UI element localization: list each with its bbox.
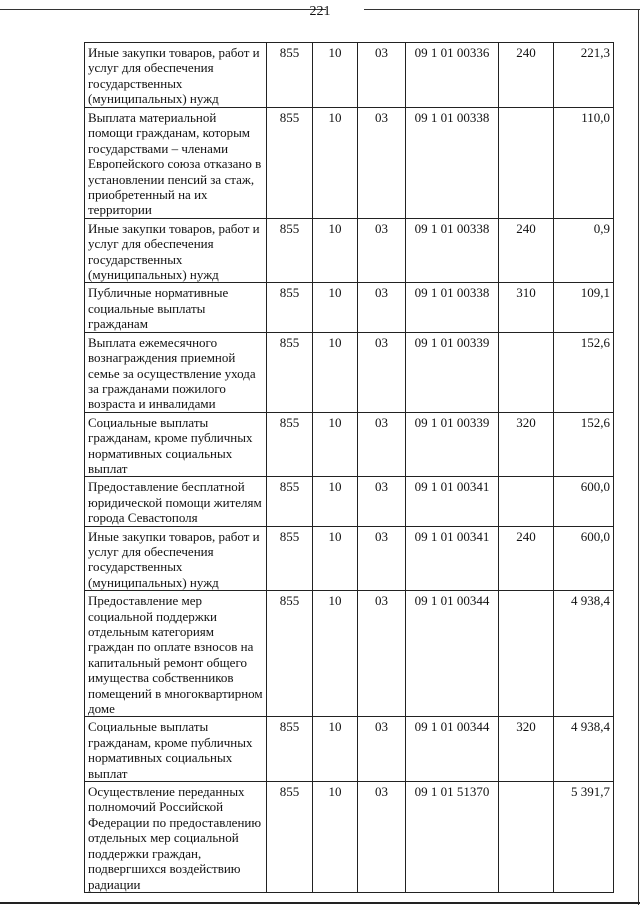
row-name: Социальные выплаты гражданам, кроме публичных нормативных социальных выплат	[85, 717, 267, 782]
expense-type	[499, 591, 554, 717]
table-row	[85, 108, 614, 219]
amount: 5 391,7	[554, 782, 614, 893]
row-name: Иные закупки товаров, работ и услуг для обеспечения государственных (муниципальных) нужд	[85, 526, 267, 591]
table-row	[85, 782, 614, 893]
subsection-code: 03	[358, 283, 406, 332]
table-row	[85, 283, 614, 332]
table-row	[85, 332, 614, 412]
section-code: 10	[313, 591, 358, 717]
subsection-code: 03	[358, 782, 406, 893]
amount: 152,6	[554, 332, 614, 412]
subsection-code: 03	[358, 412, 406, 477]
row-name: Осуществление переданных полномочий Российской Федерации по предоставлению отдельных мер социальной поддержки граждан, подвергшихся воздействию радиации	[85, 782, 267, 893]
expense-type	[499, 108, 554, 219]
amount: 4 938,4	[554, 591, 614, 717]
section-code: 10	[313, 782, 358, 893]
section-code: 10	[313, 412, 358, 477]
budget-table	[84, 42, 614, 893]
row-name: Предоставление мер социальной поддержки отдельным категориям граждан по оплате взносов на капитальный ремонт общего имущества собственников помещений в многоквартирном доме	[85, 591, 267, 717]
subsection-code: 03	[358, 526, 406, 591]
expense-type	[499, 477, 554, 526]
subsection-code: 03	[358, 717, 406, 782]
ministry-code: 855	[267, 332, 313, 412]
row-name: Выплата ежемесячного вознаграждения приемной семье за осуществление ухода за гражданами пожилого возраста и инвалидами	[85, 332, 267, 412]
row-name: Иные закупки товаров, работ и услуг для обеспечения государственных (муниципальных) нужд	[85, 218, 267, 283]
target-article: 09 1 01 00336	[406, 43, 499, 108]
table-row	[85, 591, 614, 717]
amount: 221,3	[554, 43, 614, 108]
ministry-code: 855	[267, 218, 313, 283]
table-row	[85, 477, 614, 526]
ministry-code: 855	[267, 591, 313, 717]
ministry-code: 855	[267, 108, 313, 219]
row-name: Социальные выплаты гражданам, кроме публичных нормативных социальных выплат	[85, 412, 267, 477]
subsection-code: 03	[358, 591, 406, 717]
expense-type: 240	[499, 218, 554, 283]
target-article: 09 1 01 51370	[406, 782, 499, 893]
target-article: 09 1 01 00338	[406, 108, 499, 219]
target-article: 09 1 01 00338	[406, 283, 499, 332]
expense-type: 240	[499, 526, 554, 591]
page-frame-bottom	[0, 902, 640, 904]
subsection-code: 03	[358, 43, 406, 108]
target-article: 09 1 01 00344	[406, 717, 499, 782]
section-code: 10	[313, 43, 358, 108]
amount: 152,6	[554, 412, 614, 477]
table-row	[85, 43, 614, 108]
amount: 110,0	[554, 108, 614, 219]
expense-type	[499, 782, 554, 893]
section-code: 10	[313, 218, 358, 283]
row-name: Предоставление бесплатной юридической помощи жителям города Севастополя	[85, 477, 267, 526]
table-row	[85, 412, 614, 477]
page-frame-right	[638, 9, 639, 905]
table-row	[85, 526, 614, 591]
target-article: 09 1 01 00338	[406, 218, 499, 283]
ministry-code: 855	[267, 782, 313, 893]
table-row	[85, 218, 614, 283]
section-code: 10	[313, 108, 358, 219]
section-code: 10	[313, 526, 358, 591]
section-code: 10	[313, 332, 358, 412]
target-article: 09 1 01 00339	[406, 412, 499, 477]
subsection-code: 03	[358, 108, 406, 219]
target-article: 09 1 01 00341	[406, 526, 499, 591]
ministry-code: 855	[267, 717, 313, 782]
ministry-code: 855	[267, 526, 313, 591]
subsection-code: 03	[358, 477, 406, 526]
amount: 600,0	[554, 477, 614, 526]
expense-type: 310	[499, 283, 554, 332]
section-code: 10	[313, 283, 358, 332]
ministry-code: 855	[267, 43, 313, 108]
target-article: 09 1 01 00339	[406, 332, 499, 412]
ministry-code: 855	[267, 477, 313, 526]
row-name: Иные закупки товаров, работ и услуг для обеспечения государственных (муниципальных) нужд	[85, 43, 267, 108]
section-code: 10	[313, 717, 358, 782]
expense-type: 320	[499, 717, 554, 782]
amount: 0,9	[554, 218, 614, 283]
subsection-code: 03	[358, 332, 406, 412]
target-article: 09 1 01 00341	[406, 477, 499, 526]
ministry-code: 855	[267, 412, 313, 477]
table-row	[85, 717, 614, 782]
section-code: 10	[313, 477, 358, 526]
amount: 109,1	[554, 283, 614, 332]
expense-type	[499, 332, 554, 412]
target-article: 09 1 01 00344	[406, 591, 499, 717]
ministry-code: 855	[267, 283, 313, 332]
page-number: 221	[309, 4, 331, 19]
subsection-code: 03	[358, 218, 406, 283]
row-name: Выплата материальной помощи гражданам, которым государствами – членами Европейского союза отказано в установлении пенсий за стаж, приобретенный на их территории	[85, 108, 267, 219]
amount: 4 938,4	[554, 717, 614, 782]
expense-type: 320	[499, 412, 554, 477]
expense-type: 240	[499, 43, 554, 108]
row-name: Публичные нормативные социальные выплаты гражданам	[85, 283, 267, 332]
amount: 600,0	[554, 526, 614, 591]
